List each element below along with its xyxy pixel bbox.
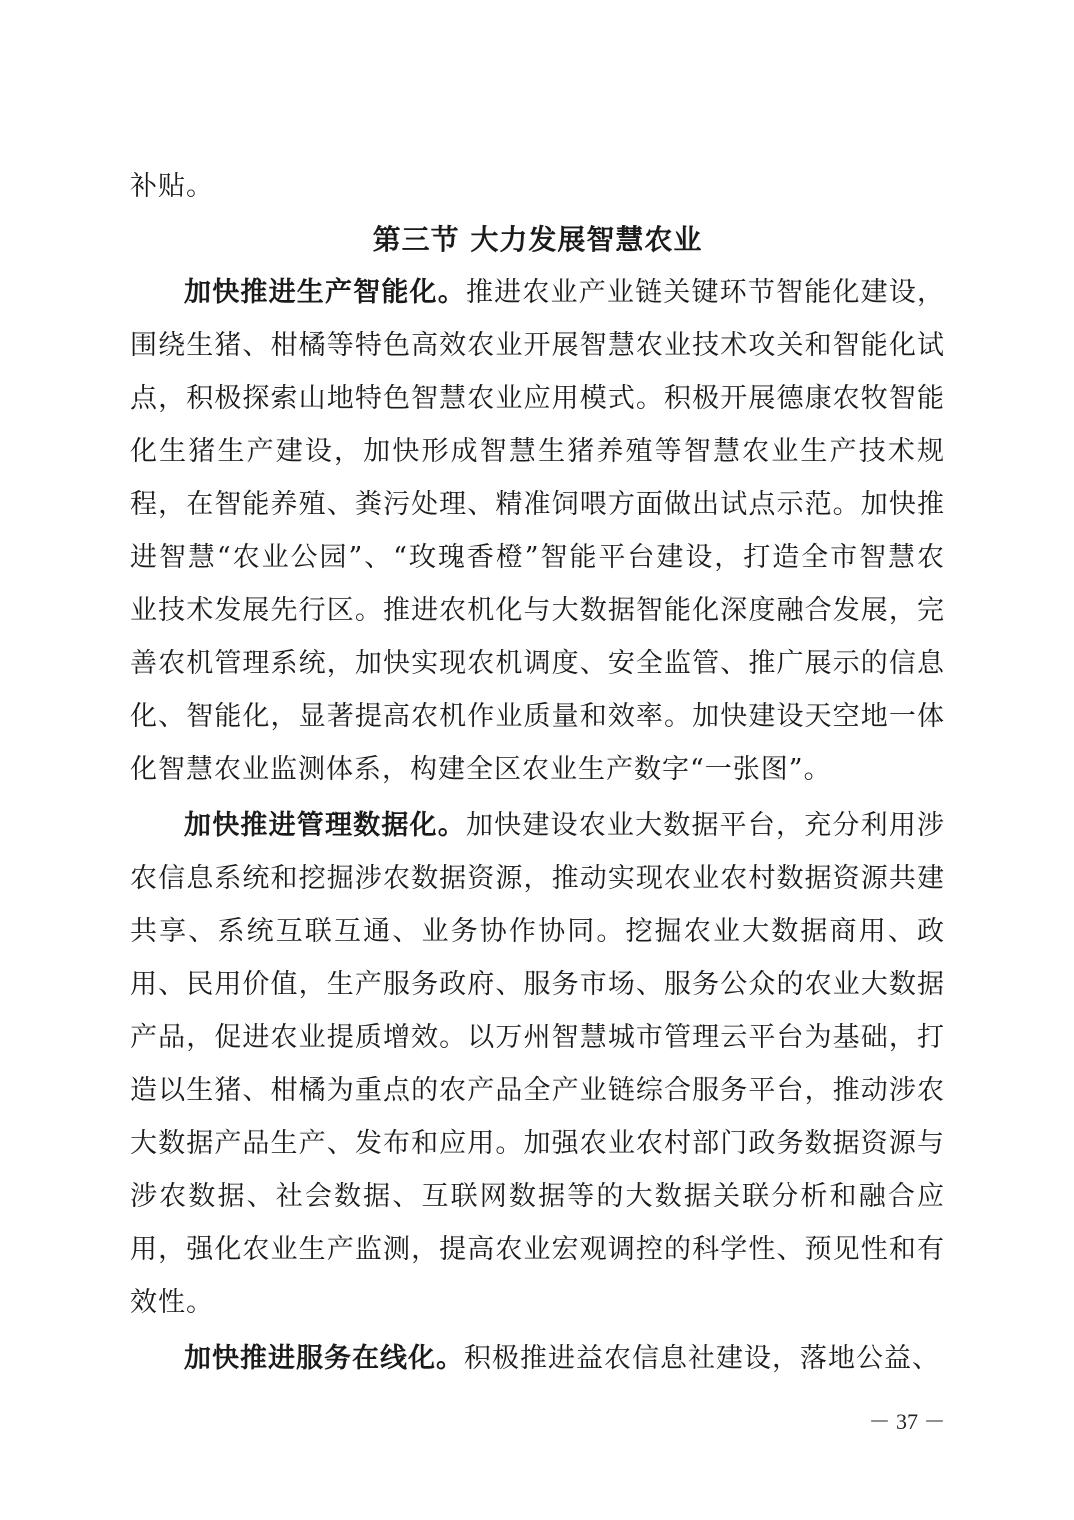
paragraph-lead: 加快推进管理数据化。 bbox=[184, 810, 466, 841]
continuation-text: 补贴。 bbox=[130, 171, 214, 202]
paragraph-text: 推进农业产业链关键环节智能化建设，围绕生猪、柑橘等特色高效农业开展智慧农业技术攻关和智能化试点，积极探索山地特色智慧农业应用模式。积极开展德康农牧智能化生猪生产建设，加快形成智慧生猪养殖等智慧农业生产技术规程，在智能养殖、粪污处理、精准饲喂方面做出试点示范。加快推进智慧“农业公园”、“玫瑰香橙”智能平台建设，打造全市智慧农业技术发展先行区。推进农机化与大数据智能化深度融合发展，完善农机管理系统，加快实现农机调度、安全监管、推广展示的信息化、智能化，显著提高农机作业质量和效率。加快建设天空地一体化智慧农业监测体系，构建全区农业生产数字“一张图”。 bbox=[130, 277, 946, 785]
paragraph-text: 加快建设农业大数据平台，充分利用涉农信息系统和挖掘涉农数据资源，推动实现农业农村数据资源共建共享、系统互联互通、业务协作协同。挖掘农业大数据商用、政用、民用价值，生产服务政府、服务市场、服务公众的农业大数据产品，促进农业提质增效。以万州智慧城市管理云平台为基础，打造以生猪、柑橘为重点的农产品全产业链综合服务平台，推动涉农大数据产品生产、发布和应用。加强农业农村部门政务数据资源与涉农数据、社会数据、互联网数据等的大数据关联分析和融合应用，强化农业生产监测，提高农业宏观调控的科学性、预见性和有效性。 bbox=[130, 810, 946, 1318]
page-number: － 37 － bbox=[868, 1409, 946, 1434]
paragraph-lead: 加快推进生产智能化。 bbox=[184, 277, 466, 308]
paragraph-lead: 加快推进服务在线化。 bbox=[184, 1343, 464, 1374]
section-title: 第三节 大力发展智慧农业 bbox=[372, 223, 703, 256]
paragraph-text: 积极推进益农信息社建设，落地公益、 bbox=[464, 1343, 940, 1374]
document-body bbox=[130, 160, 945, 1385]
paragraph-management-data bbox=[130, 799, 945, 1329]
paragraph-service-online bbox=[130, 1332, 945, 1385]
paragraph-production-intelligence bbox=[130, 266, 945, 796]
